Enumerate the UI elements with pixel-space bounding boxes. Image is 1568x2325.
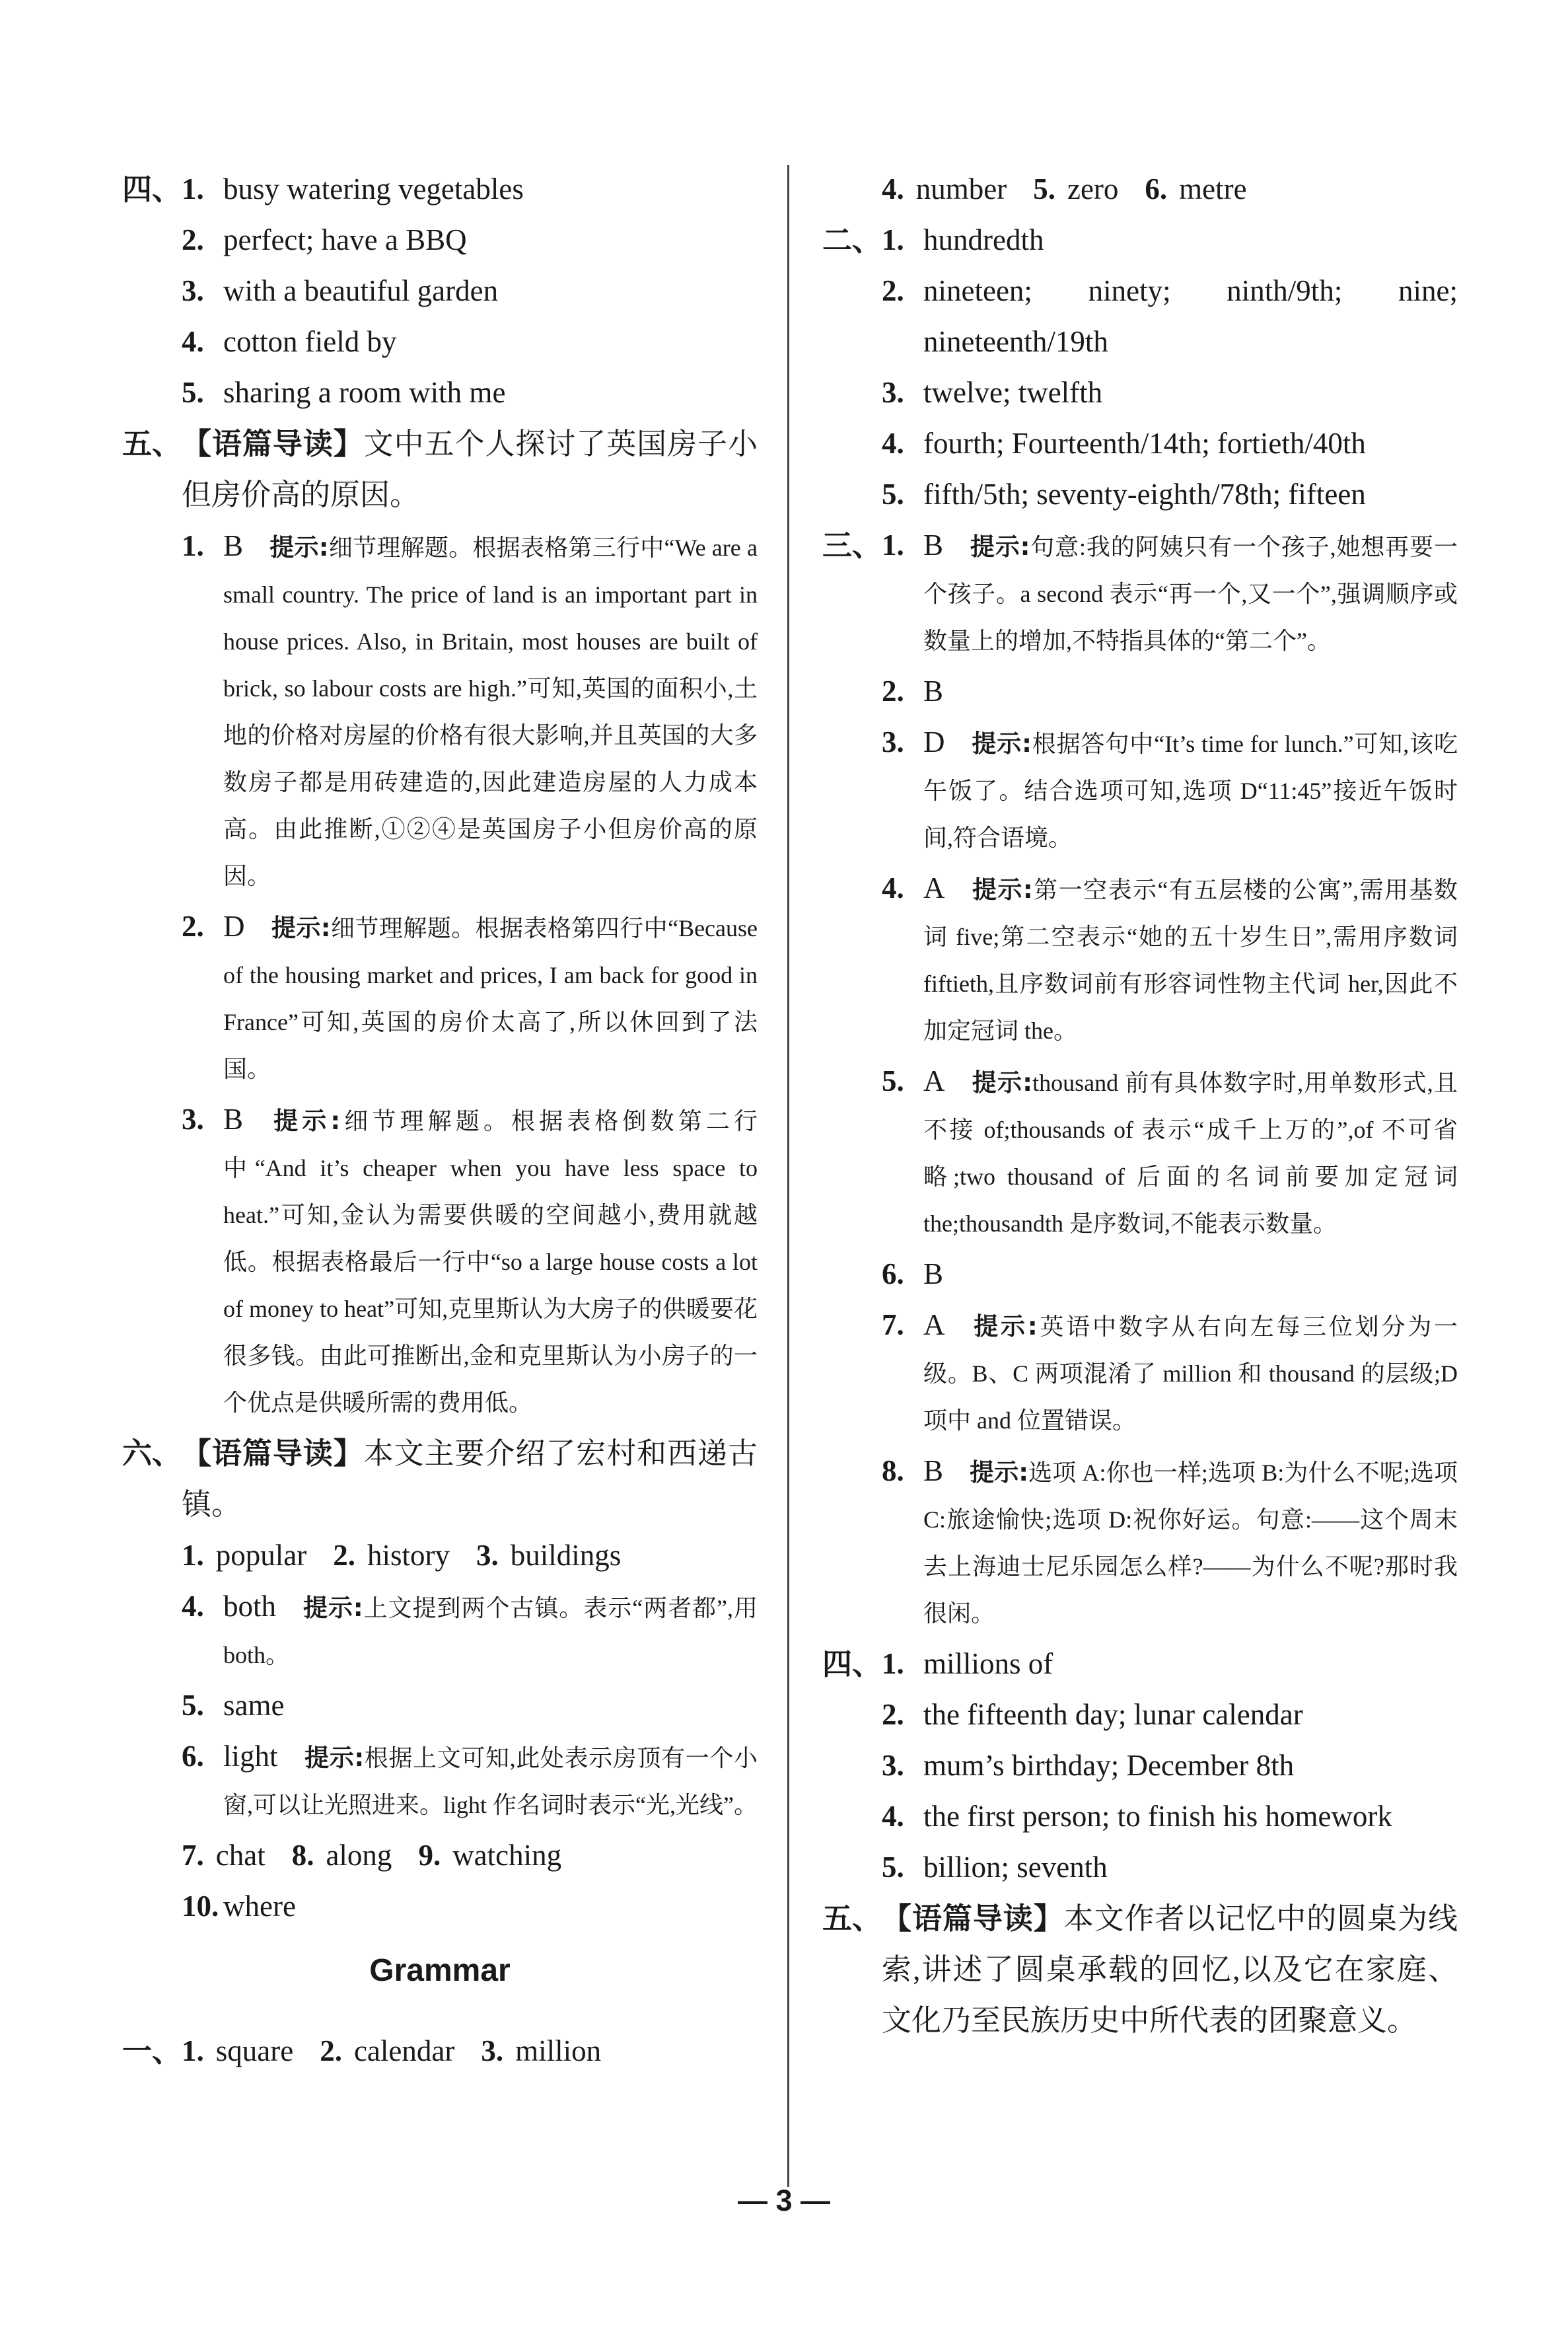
answer-text: billion; seventh <box>923 1851 1108 1884</box>
answer-text: busy watering vegetables <box>223 172 524 205</box>
hint-text: 句意:我的阿姨只有一个孩子,她想再要一个孩子。a second 表示“再一个,又一个”,强调顺序或数量上的增加,不特指具体的“第二个”。 <box>923 534 1458 654</box>
item-number: 7. <box>882 1308 904 1341</box>
answer-text: B <box>923 1257 944 1290</box>
item-number: 1. <box>182 1539 204 1572</box>
hint-text: 第一空表示“有五层楼的公寓”,需用基数词 five;第二空表示“她的五十岁生日”,需用序数词 fiftieth,且序数词前有形容词性物主代词 her,因此不加定冠词 the。 <box>923 877 1458 1044</box>
hint-text: 细节理解题。根据表格倒数第二行中“And it’s cheaper when you have less space to heat.”可知,金认为需要供暖的空间越小,费用就越低。根据表格最后一行中“so a large house costs a lot of money to heat”可知,克里斯认为大房子的供暖要花很多钱。由此可推断出,金和克里斯认为小房子的一个优点是供暖所需的费用低。 <box>223 1108 758 1416</box>
answer-content <box>223 367 758 418</box>
section-number: 四、 <box>122 172 182 207</box>
hint-text: 选项 A:你也一样;选项 B:为什么不呢;选项 C:旅途愉快;选项 D:祝你好运。句意:——这个周末去上海迪士尼乐园怎么样?——为什么不呢?那时我很闲。 <box>923 1459 1458 1627</box>
item-number: 6. <box>182 1740 204 1773</box>
answer-item <box>882 215 1458 266</box>
hint-text: 细节理解题。根据表格第三行中“We are a small country. The price of land is an important part in house prices. Also, in Britain, most houses are built of brick, so labour costs are high.”可知,英国的面积小,土地的价格对房屋的价格有很大影响,并且英国的大多数房子都是用砖建造的,因此建造房屋的人力成本高。由此推断,①②④是英国房子小但房价高的原因。 <box>223 535 758 889</box>
answer-item <box>882 469 1458 520</box>
reading-guide-text: 本文作者以记忆中的圆桌为线索,讲述了圆桌承载的回忆,以及它在家庭、文化乃至民族历史中所代表的团聚意义。 <box>882 1902 1458 2037</box>
hint-text: 细节理解题。根据表格第四行中“Because of the housing market and prices, I am back for good in France”可知,英国的房价太高了,所以休回到了法国。 <box>223 915 758 1082</box>
item-number: 4. <box>182 325 204 358</box>
section-number: 四、 <box>822 1646 882 1681</box>
reading-guide <box>182 1428 758 1530</box>
answer-content <box>923 215 1458 266</box>
answer-choice: D <box>923 725 945 758</box>
answer-content <box>923 1842 1458 1893</box>
answer-item <box>182 1881 758 1932</box>
item-number: 6. <box>882 1257 904 1290</box>
reading-guide-tag: 【语篇导读】 <box>182 1436 364 1471</box>
answer-text: zero <box>1067 172 1119 205</box>
hint-label: 提示: <box>304 1744 365 1772</box>
answer-text: millions of <box>923 1647 1053 1680</box>
answer-text: square <box>215 2034 294 2067</box>
item-number: 4. <box>882 427 904 460</box>
section-number: 五、 <box>122 426 182 461</box>
answer-text: history <box>367 1539 450 1572</box>
answer-content <box>923 469 1458 520</box>
hint-label: 提示: <box>970 533 1030 561</box>
answer-item <box>1145 164 1246 215</box>
answer-choice: B <box>223 1103 244 1136</box>
item-number: 10. <box>182 1890 219 1923</box>
hint-text: 根据答句中“It’s time for lunch.”可知,该吃午饭了。结合选项可知,选项 D“11:45”接近午饭时间,符合语境。 <box>923 731 1458 851</box>
answer-section <box>122 2026 758 2077</box>
item-number: 5. <box>882 478 904 511</box>
answer-text: hundredth <box>923 223 1044 256</box>
answer-row <box>182 2026 758 2077</box>
answer-text: fifth/5th; seventy-eighth/78th; fifteen <box>923 478 1366 511</box>
answer-section <box>122 164 758 418</box>
item-number: 1. <box>182 529 204 562</box>
answer-content <box>223 164 758 215</box>
answer-item <box>418 1830 561 1881</box>
answer-text: with a beautiful garden <box>223 274 499 307</box>
answer-text: perfect; have a BBQ <box>223 223 467 256</box>
item-number: 2. <box>882 675 904 708</box>
answer-item <box>182 316 758 367</box>
item-number: 3. <box>182 1103 204 1136</box>
answer-text: same <box>223 1689 285 1722</box>
answer-item <box>882 1689 1458 1740</box>
item-number: 8. <box>291 1839 314 1872</box>
section-number: 一、 <box>122 2034 182 2069</box>
item-number: 1. <box>882 223 904 256</box>
answer-row <box>882 164 1458 215</box>
answer-item <box>182 1830 266 1881</box>
answer-item <box>481 2026 601 2077</box>
item-number: 7. <box>182 1839 204 1872</box>
answer-content <box>923 1446 1458 1639</box>
answer-choice: light <box>223 1740 278 1773</box>
answer-row <box>182 1530 758 1581</box>
answer-item <box>476 1530 621 1581</box>
item-number: 2. <box>320 2034 342 2067</box>
answer-section <box>822 1639 1458 1893</box>
answer-item <box>182 215 758 266</box>
answer-content <box>223 1731 758 1830</box>
item-number: 3. <box>476 1539 499 1572</box>
answer-content <box>223 1680 758 1731</box>
answer-text: along <box>326 1839 392 1872</box>
item-number: 3. <box>882 1749 904 1782</box>
item-number: 3. <box>882 725 904 758</box>
answer-choice: B <box>223 529 244 562</box>
answer-section <box>822 1893 1458 2046</box>
answer-item <box>882 1446 1458 1639</box>
item-number: 4. <box>182 1590 204 1623</box>
hint-label: 提示: <box>303 1594 363 1622</box>
item-number: 2. <box>333 1539 355 1572</box>
hint-label: 提示: <box>970 1458 1029 1487</box>
answer-content <box>923 1689 1458 1740</box>
answer-text: nineteen; ninety; ninth/9th; nine; nineteenth/19th <box>923 274 1458 358</box>
answer-item <box>182 1731 758 1830</box>
answer-item <box>182 901 758 1094</box>
answer-text: fourth; Fourteenth/14th; fortieth/40th <box>923 427 1366 460</box>
answer-content <box>923 1056 1458 1249</box>
item-number: 1. <box>182 172 204 205</box>
answer-text: the fifteenth day; lunar calendar <box>923 1698 1303 1731</box>
answer-choice: both <box>223 1590 277 1623</box>
answer-item <box>320 2026 454 2077</box>
item-number: 4. <box>882 1800 904 1833</box>
answer-text: popular <box>215 1539 307 1572</box>
answer-choice: A <box>923 871 945 904</box>
answer-content <box>223 316 758 367</box>
answer-text: twelve; twelfth <box>923 376 1103 409</box>
answer-content <box>923 1300 1458 1446</box>
answer-content <box>223 521 758 901</box>
answer-item <box>882 367 1458 418</box>
answer-section <box>822 520 1458 1639</box>
item-number: 5. <box>182 376 204 409</box>
answer-content <box>923 520 1458 666</box>
item-number: 1. <box>182 2034 204 2067</box>
answer-text: mum’s birthday; December 8th <box>923 1749 1295 1782</box>
answer-text: chat <box>215 1839 266 1872</box>
answer-item <box>882 863 1458 1056</box>
item-number: 9. <box>418 1839 441 1872</box>
answer-item <box>882 1249 1458 1300</box>
answer-content <box>223 215 758 266</box>
answer-content <box>223 266 758 316</box>
answer-item <box>182 521 758 901</box>
answer-section <box>122 418 758 1428</box>
answer-text: buildings <box>510 1539 622 1572</box>
answer-content <box>923 418 1458 469</box>
column-divider <box>787 165 789 2187</box>
answer-item <box>182 367 758 418</box>
answer-content <box>223 1581 758 1680</box>
item-number: 1. <box>882 529 904 562</box>
answer-choice: B <box>923 1454 944 1487</box>
answer-section <box>822 215 1458 520</box>
item-number: 2. <box>182 223 204 256</box>
answer-item <box>882 1639 1458 1689</box>
answer-content <box>923 863 1458 1056</box>
answer-text: where <box>223 1890 296 1923</box>
answer-item <box>182 1581 758 1680</box>
answer-section <box>822 164 1458 215</box>
answer-item <box>333 1530 450 1581</box>
answer-text: number <box>915 172 1007 205</box>
answer-item <box>882 1842 1458 1893</box>
hint-label: 提示: <box>971 1312 1038 1341</box>
answer-choice: A <box>923 1064 945 1097</box>
item-number: 6. <box>1145 172 1168 205</box>
answer-item <box>882 1056 1458 1249</box>
item-number: 2. <box>182 910 204 943</box>
hint-label: 提示: <box>269 533 329 562</box>
answer-content <box>223 901 758 1094</box>
answer-content <box>223 1881 758 1932</box>
answer-text: watching <box>452 1839 562 1872</box>
reading-guide-tag: 【语篇导读】 <box>882 1901 1064 1936</box>
reading-guide-text: 本文主要介绍了宏村和西递古镇。 <box>182 1437 758 1521</box>
item-number: 5. <box>1033 172 1055 205</box>
item-number: 1. <box>882 1647 904 1680</box>
answer-content <box>923 266 1458 367</box>
hint-text: 上文提到两个古镇。表示“两者都”,用 both。 <box>223 1595 758 1668</box>
section-number: 六、 <box>122 1436 182 1471</box>
item-number: 2. <box>882 1698 904 1731</box>
answer-content <box>923 1249 1458 1300</box>
answer-content <box>923 1791 1458 1842</box>
right-column <box>822 164 1458 2046</box>
answer-item <box>882 266 1458 367</box>
page-number: — 3 — <box>737 2184 831 2217</box>
hint-label: 提示: <box>271 914 331 942</box>
section-number: 二、 <box>822 223 882 258</box>
item-number: 5. <box>882 1064 904 1097</box>
answer-choice: A <box>923 1308 945 1341</box>
answer-content <box>923 1740 1458 1791</box>
answer-item <box>182 1680 758 1731</box>
item-number: 3. <box>882 376 904 409</box>
item-number: 4. <box>882 871 904 904</box>
item-number: 5. <box>882 1851 904 1884</box>
hint-text: 根据上文可知,此处表示房顶有一个小窗,可以让光照进来。light 作名词时表示“光,光线”。 <box>223 1745 758 1818</box>
answer-content <box>923 1639 1458 1689</box>
answer-item <box>882 1740 1458 1791</box>
answer-row <box>182 1830 758 1881</box>
answer-item <box>882 666 1458 717</box>
item-number: 5. <box>182 1689 204 1722</box>
answer-item <box>292 1830 392 1881</box>
reading-guide <box>182 418 758 521</box>
section-number: 三、 <box>822 528 882 563</box>
section-heading: Grammar <box>369 1953 511 1988</box>
item-number: 4. <box>882 172 904 205</box>
answer-content <box>223 1094 758 1428</box>
answer-choice: B <box>923 529 944 562</box>
answer-choice: D <box>223 910 245 943</box>
hint-label: 提示: <box>971 729 1032 758</box>
answer-item <box>182 164 758 215</box>
answer-content <box>923 666 1458 717</box>
answer-content <box>923 717 1458 863</box>
answer-item <box>882 1300 1458 1446</box>
reading-guide-text: 文中五个人探讨了英国房子小但房价高的原因。 <box>182 427 758 511</box>
reading-guide <box>882 1893 1458 2046</box>
answer-item <box>182 2026 293 2077</box>
hint-text: 英语中数字从右向左每三位划分为一级。B、C 两项混淆了 million 和 thousand 的层级;D 项中 and 位置错误。 <box>923 1313 1458 1434</box>
item-number: 8. <box>882 1454 904 1487</box>
answer-text: cotton field by <box>223 325 397 358</box>
answer-item <box>882 1791 1458 1842</box>
item-number: 3. <box>182 274 204 307</box>
answer-item <box>882 164 1007 215</box>
hint-label: 提示: <box>971 875 1033 904</box>
hint-label: 提示: <box>971 1068 1033 1097</box>
answer-text: million <box>515 2034 602 2067</box>
answer-item <box>882 520 1458 666</box>
hint-label: 提示: <box>269 1107 341 1135</box>
answer-text: metre <box>1179 172 1247 205</box>
reading-guide-tag: 【语篇导读】 <box>182 426 364 461</box>
answer-content <box>923 367 1458 418</box>
left-column <box>122 164 758 2077</box>
answer-item <box>1033 164 1118 215</box>
answer-text: calendar <box>353 2034 455 2067</box>
answer-item <box>182 266 758 316</box>
item-number: 2. <box>882 274 904 307</box>
answer-section <box>122 1428 758 1932</box>
answer-item <box>182 1094 758 1428</box>
item-number: 3. <box>481 2034 504 2067</box>
section-number: 五、 <box>822 1901 882 1936</box>
answer-text: B <box>923 675 944 708</box>
answer-text: the first person; to finish his homework <box>923 1800 1392 1833</box>
hint-text: thousand 前有具体数字时,用单数形式,且不接 of;thousands of 表示“成千上万的”,of 不可省略;two thousand of 后面的名词前要加定冠词 the;thousandth 是序数词,不能表示数量。 <box>923 1070 1458 1237</box>
answer-item <box>882 418 1458 469</box>
answer-text: sharing a room with me <box>223 376 506 409</box>
answer-item <box>182 1530 306 1581</box>
answer-item <box>882 717 1458 863</box>
